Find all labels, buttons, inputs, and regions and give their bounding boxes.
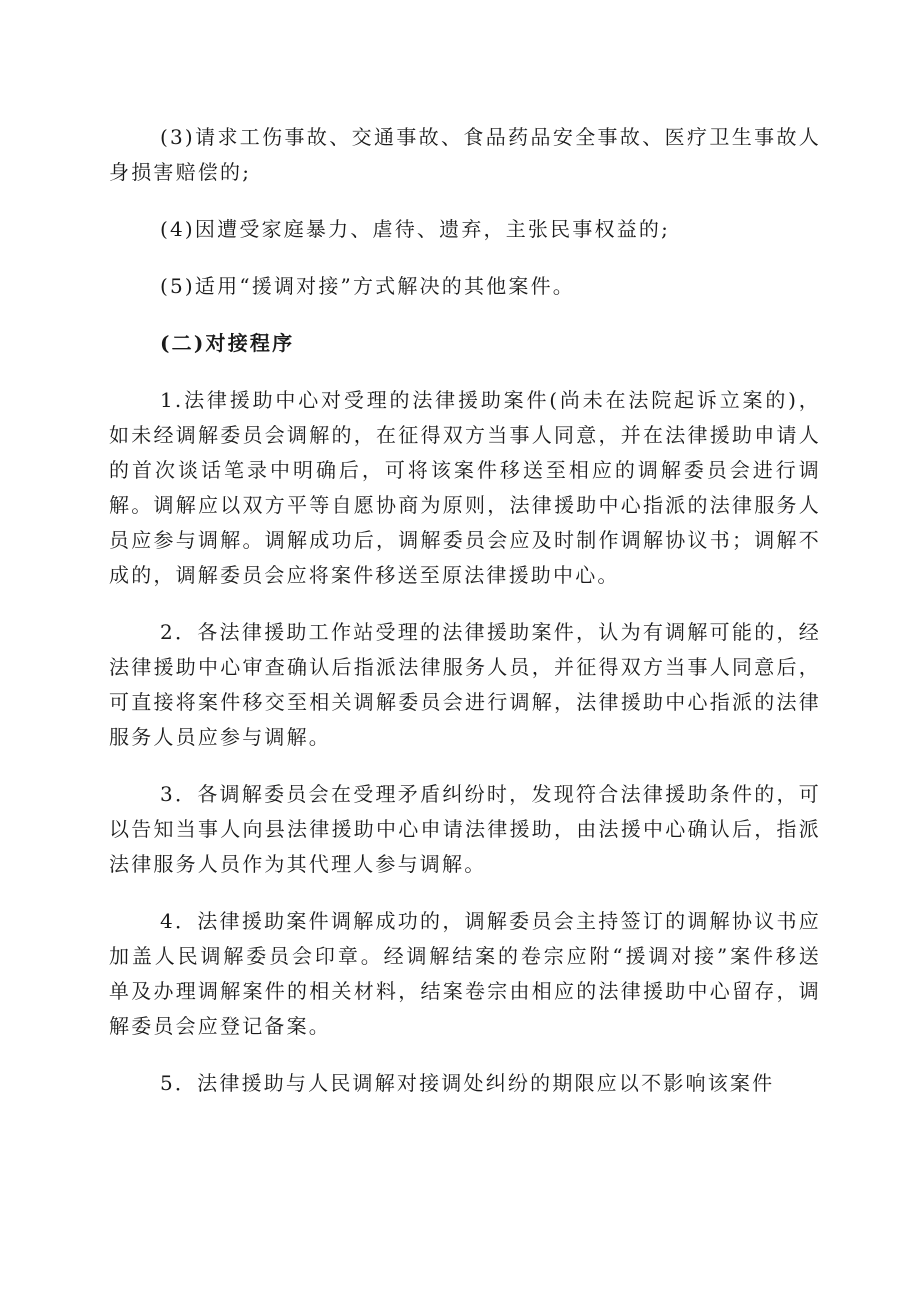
document-page — [109, 120, 821, 1101]
section-heading: (二)对接程序 — [160, 331, 295, 355]
paragraph-item-5: (5)适用“援调对接”方式解决的其他案件。 — [160, 274, 575, 298]
procedure-step-3: 3．各调解委员会在受理矛盾纠纷时，发现符合法律援助条件的，可以告知当事人向县法律援助中心申请法律援助，由法援中心确认后，指派法律服务人员作为其代理人参与调解。 — [109, 782, 821, 876]
procedure-step-2: 2．各法律援助工作站受理的法律援助案件，认为有调解可能的，经法律援助中心审查确认后指派法律服务人员，并征得双方当事人同意后，可直接将案件移交至相关调解委员会进行调解，法律援助中心指派的法律服务人员应参与调解。 — [109, 620, 821, 749]
procedure-step-4: 4．法律援助案件调解成功的，调解委员会主持签订的调解协议书应加盖人民调解委员会印章。经调解结案的卷宗应附“援调对接”案件移送单及办理调解案件的相关材料，结案卷宗由相应的法律援助中心留存，调解委员会应登记备案。 — [109, 909, 821, 1038]
procedure-step-5: 5．法律援助与人民调解对接调处纠纷的期限应以不影响该案件 — [160, 1071, 775, 1095]
paragraph-item-3: (3)请求工伤事故、交通事故、食品药品安全事故、医疗卫生事故人身损害赔偿的; — [109, 125, 821, 184]
paragraph-item-4: (4)因遭受家庭暴力、虐待、遗弃，主张民事权益的; — [160, 217, 671, 241]
procedure-step-1: 1.法律援助中心对受理的法律援助案件(尚未在法院起诉立案的)，如未经调解委员会调解的，在征得双方当事人同意，并在法律援助申请人的首次谈话笔录中明确后，可将该案件移送至相应的调解委员会进行调解。调解应以双方平等自愿协商为原则，法律援助中心指派的法律服务人员应参与调解。调解成功后，调解委员会应及时制作调解协议书；调解不成的，调解委员会应将案件移送至原法律援助中心。 — [109, 388, 821, 587]
